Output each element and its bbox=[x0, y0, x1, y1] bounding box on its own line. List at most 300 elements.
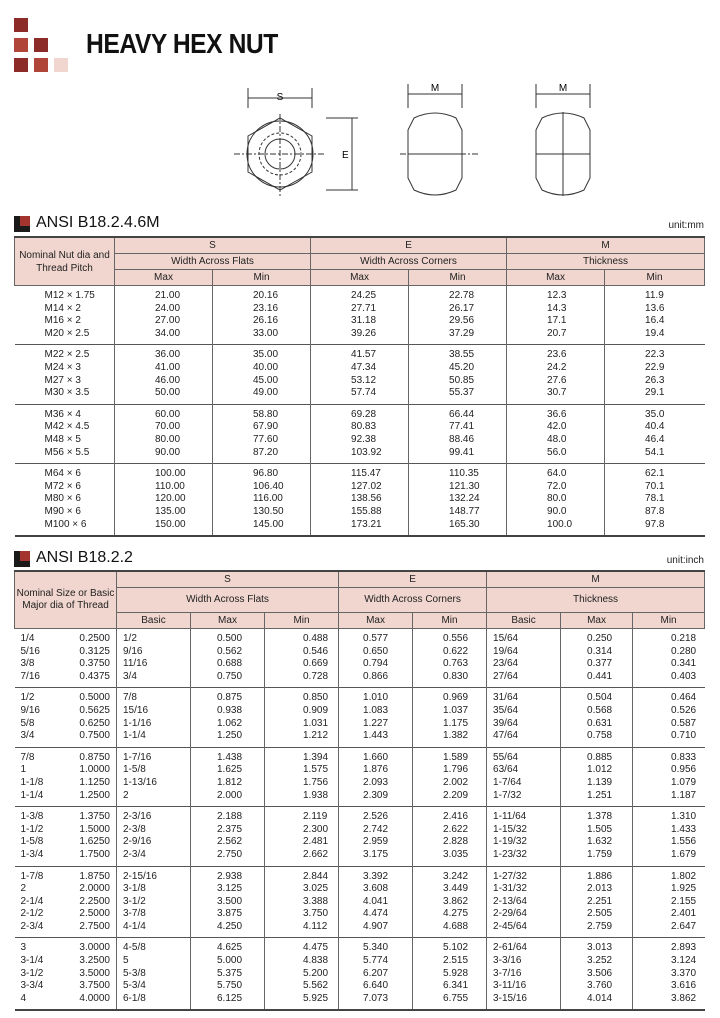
e-min: 55.37 bbox=[409, 387, 507, 404]
s-basic: 2-15/16 bbox=[117, 866, 191, 883]
table-row bbox=[15, 938, 705, 955]
s-max: 27.00 bbox=[115, 315, 213, 328]
e-max: 138.56 bbox=[311, 493, 409, 506]
m-max: 1.251 bbox=[561, 790, 633, 807]
nominal-decimal: 2.5000 bbox=[79, 908, 110, 920]
nominal-size: M30 × 3.5 bbox=[44, 387, 90, 399]
s-basic: 1-5/8 bbox=[117, 764, 191, 777]
m-min: 40.4 bbox=[605, 421, 705, 434]
e-min: 121.30 bbox=[409, 481, 507, 494]
e-min: 66.44 bbox=[409, 404, 507, 421]
s-min: 5.562 bbox=[265, 980, 339, 993]
nominal-size bbox=[15, 730, 117, 747]
nominal-size bbox=[15, 658, 117, 671]
e-min: 2.515 bbox=[413, 955, 487, 968]
e-min: 0.830 bbox=[413, 671, 487, 688]
nominal-decimal: 2.0000 bbox=[79, 883, 110, 895]
table-row bbox=[15, 447, 705, 464]
s-min: 2.662 bbox=[265, 849, 339, 866]
m-min: 78.1 bbox=[605, 493, 705, 506]
nominal-size bbox=[15, 980, 117, 993]
m-min: 0.341 bbox=[633, 658, 705, 671]
e-min: 26.17 bbox=[409, 303, 507, 316]
m-basic: 1-7/64 bbox=[487, 777, 561, 790]
s-max: 5.000 bbox=[191, 955, 265, 968]
e-max: 24.25 bbox=[311, 286, 409, 303]
nominal-fraction: 1/4 bbox=[20, 633, 35, 644]
m-max: 30.7 bbox=[507, 387, 605, 404]
m-max: 24.2 bbox=[507, 362, 605, 375]
m-min: 1.802 bbox=[633, 866, 705, 883]
s-min: 45.00 bbox=[213, 375, 311, 388]
row-group bbox=[15, 747, 705, 806]
e-max: 41.57 bbox=[311, 345, 409, 362]
s-min: 3.750 bbox=[265, 908, 339, 921]
header-max: Max bbox=[339, 613, 413, 629]
header-max: Max bbox=[561, 613, 633, 629]
e-max: 31.18 bbox=[311, 315, 409, 328]
nominal-fraction: 3/4 bbox=[20, 730, 35, 742]
table-row bbox=[15, 688, 705, 705]
s-min: 3.388 bbox=[265, 896, 339, 909]
table-row bbox=[15, 464, 705, 481]
table-row bbox=[15, 777, 705, 790]
e-max: 69.28 bbox=[311, 404, 409, 421]
row-group bbox=[15, 464, 705, 536]
m-basic: 2-29/64 bbox=[487, 908, 561, 921]
m-min: 3.616 bbox=[633, 980, 705, 993]
table-row bbox=[15, 730, 705, 747]
e-min: 1.589 bbox=[413, 747, 487, 764]
e-max: 4.474 bbox=[339, 908, 413, 921]
m-min: 22.3 bbox=[605, 345, 705, 362]
table-row bbox=[15, 908, 705, 921]
s-min: 0.850 bbox=[265, 688, 339, 705]
s-basic: 15/16 bbox=[117, 705, 191, 718]
s-basic: 1-1/16 bbox=[117, 718, 191, 731]
s-min: 0.669 bbox=[265, 658, 339, 671]
s-max: 0.875 bbox=[191, 688, 265, 705]
nominal-size: M14 × 2 bbox=[44, 302, 81, 314]
m-max: 1.632 bbox=[561, 836, 633, 849]
s-max: 135.00 bbox=[115, 506, 213, 519]
label-m: M bbox=[430, 83, 440, 94]
nominal-decimal: 1.5000 bbox=[79, 823, 110, 835]
s-min: 1.938 bbox=[265, 790, 339, 807]
e-max: 1.443 bbox=[339, 730, 413, 747]
m-min: 16.4 bbox=[605, 315, 705, 328]
m-min: 1.925 bbox=[633, 883, 705, 896]
nominal-decimal: 1.8750 bbox=[79, 870, 110, 882]
header-basic: Basic bbox=[487, 613, 561, 629]
nominal-decimal: 2.7500 bbox=[79, 920, 110, 932]
nominal-fraction: 3/8 bbox=[20, 658, 35, 670]
nominal-size bbox=[15, 764, 117, 777]
s-min: 77.60 bbox=[213, 434, 311, 447]
m-basic: 1-7/32 bbox=[487, 790, 561, 807]
nominal-size bbox=[15, 896, 117, 909]
s-max: 70.00 bbox=[115, 421, 213, 434]
table-row bbox=[15, 493, 705, 506]
s-max: 1.250 bbox=[191, 730, 265, 747]
m-max: 3.760 bbox=[561, 980, 633, 993]
e-min: 2.209 bbox=[413, 790, 487, 807]
e-min: 0.763 bbox=[413, 658, 487, 671]
e-max: 7.073 bbox=[339, 993, 413, 1011]
m-max: 20.7 bbox=[507, 328, 605, 345]
s-min: 2.300 bbox=[265, 824, 339, 837]
e-min: 37.29 bbox=[409, 328, 507, 345]
s-max: 50.00 bbox=[115, 387, 213, 404]
m-min: 11.9 bbox=[605, 286, 705, 303]
e-max: 155.88 bbox=[311, 506, 409, 519]
m-basic: 1-11/64 bbox=[487, 807, 561, 824]
m-max: 48.0 bbox=[507, 434, 605, 447]
m-min: 2.647 bbox=[633, 921, 705, 938]
nominal-size: M90 × 6 bbox=[44, 505, 81, 517]
s-basic: 1-7/16 bbox=[117, 747, 191, 764]
m-basic: 27/64 bbox=[487, 671, 561, 688]
m-max: 1.012 bbox=[561, 764, 633, 777]
s-max: 100.00 bbox=[115, 464, 213, 481]
m-min: 1.187 bbox=[633, 790, 705, 807]
m-basic: 2-45/64 bbox=[487, 921, 561, 938]
m-basic: 3-7/16 bbox=[487, 968, 561, 981]
s-min: 1.212 bbox=[265, 730, 339, 747]
header-nominal: Nominal Size or Basic Major dia of Thread bbox=[15, 571, 117, 629]
nominal-fraction: 7/16 bbox=[20, 670, 40, 682]
m-min: 3.124 bbox=[633, 955, 705, 968]
e-max: 1.227 bbox=[339, 718, 413, 731]
m-min: 0.587 bbox=[633, 718, 705, 731]
s-max: 3.125 bbox=[191, 883, 265, 896]
e-max: 0.794 bbox=[339, 658, 413, 671]
nominal-size bbox=[15, 629, 117, 646]
s-min: 23.16 bbox=[213, 303, 311, 316]
row-group bbox=[15, 938, 705, 1010]
m-max: 0.631 bbox=[561, 718, 633, 731]
header-e-sub: Width Across Corners bbox=[311, 254, 507, 270]
s-min: 106.40 bbox=[213, 481, 311, 494]
m-basic: 1-15/32 bbox=[487, 824, 561, 837]
e-min: 6.341 bbox=[413, 980, 487, 993]
m-min: 29.1 bbox=[605, 387, 705, 404]
s-min: 40.00 bbox=[213, 362, 311, 375]
unit-label: unit:inch bbox=[666, 555, 704, 566]
e-min: 1.382 bbox=[413, 730, 487, 747]
table-row bbox=[15, 866, 705, 883]
table-row bbox=[15, 387, 705, 404]
m-max: 23.6 bbox=[507, 345, 605, 362]
e-min: 1.796 bbox=[413, 764, 487, 777]
e-min: 4.688 bbox=[413, 921, 487, 938]
e-min: 99.41 bbox=[409, 447, 507, 464]
e-max: 127.02 bbox=[311, 481, 409, 494]
s-min: 4.838 bbox=[265, 955, 339, 968]
e-min: 1.037 bbox=[413, 705, 487, 718]
m-basic: 1-27/32 bbox=[487, 866, 561, 883]
table-row bbox=[15, 955, 705, 968]
e-max: 39.26 bbox=[311, 328, 409, 345]
m-max: 80.0 bbox=[507, 493, 605, 506]
m-min: 1.556 bbox=[633, 836, 705, 849]
header-max: Max bbox=[311, 270, 409, 286]
nominal-size bbox=[15, 908, 117, 921]
nominal-size: M64 × 6 bbox=[44, 468, 81, 480]
e-max: 173.21 bbox=[311, 519, 409, 537]
nominal-fraction: 1-5/8 bbox=[20, 836, 44, 848]
m-max: 90.0 bbox=[507, 506, 605, 519]
header-max: Max bbox=[507, 270, 605, 286]
m-max: 72.0 bbox=[507, 481, 605, 494]
s-max: 41.00 bbox=[115, 362, 213, 375]
table-row bbox=[15, 519, 705, 537]
e-max: 2.742 bbox=[339, 824, 413, 837]
nominal-decimal: 3.7500 bbox=[79, 980, 110, 992]
e-max: 4.041 bbox=[339, 896, 413, 909]
e-min: 38.55 bbox=[409, 345, 507, 362]
e-min: 2.416 bbox=[413, 807, 487, 824]
page-title: HEAVY HEX NUT bbox=[86, 28, 278, 59]
nominal-fraction: 3 bbox=[20, 942, 27, 954]
nominal-fraction: 5/16 bbox=[20, 645, 40, 657]
e-min: 1.175 bbox=[413, 718, 487, 731]
nominal-size bbox=[15, 671, 117, 688]
m-basic: 15/64 bbox=[487, 629, 561, 646]
nominal-decimal: 0.3750 bbox=[79, 658, 110, 670]
s-max: 5.375 bbox=[191, 968, 265, 981]
s-min: 5.200 bbox=[265, 968, 339, 981]
s-min: 58.80 bbox=[213, 404, 311, 421]
s-min: 0.728 bbox=[265, 671, 339, 688]
s-basic: 2-3/8 bbox=[117, 824, 191, 837]
s-max: 150.00 bbox=[115, 519, 213, 537]
nominal-decimal: 3.0000 bbox=[79, 942, 110, 954]
m-basic: 63/64 bbox=[487, 764, 561, 777]
nominal-decimal: 1.1250 bbox=[79, 776, 110, 788]
e-max: 115.47 bbox=[311, 464, 409, 481]
s-max: 1.438 bbox=[191, 747, 265, 764]
s-min: 4.112 bbox=[265, 921, 339, 938]
m-min: 1.679 bbox=[633, 849, 705, 866]
table-row bbox=[15, 434, 705, 447]
nominal-fraction: 7/8 bbox=[20, 751, 35, 763]
e-min: 77.41 bbox=[409, 421, 507, 434]
s-max: 0.688 bbox=[191, 658, 265, 671]
s-basic: 9/16 bbox=[117, 646, 191, 659]
m-min: 2.401 bbox=[633, 908, 705, 921]
s-max: 46.00 bbox=[115, 375, 213, 388]
header-min: Min bbox=[265, 613, 339, 629]
m-max: 17.1 bbox=[507, 315, 605, 328]
nominal-fraction: 1-1/2 bbox=[20, 823, 44, 835]
m-basic: 39/64 bbox=[487, 718, 561, 731]
s-max: 120.00 bbox=[115, 493, 213, 506]
nominal-fraction: 1-3/4 bbox=[20, 848, 44, 860]
s-basic: 5-3/4 bbox=[117, 980, 191, 993]
nominal-decimal: 4.0000 bbox=[79, 992, 110, 1004]
nominal-size bbox=[15, 688, 117, 705]
m-min: 1.079 bbox=[633, 777, 705, 790]
header-s: S bbox=[117, 571, 339, 588]
e-max: 2.309 bbox=[339, 790, 413, 807]
e-min: 2.002 bbox=[413, 777, 487, 790]
m-max: 0.758 bbox=[561, 730, 633, 747]
nominal-fraction: 3-3/4 bbox=[20, 980, 44, 992]
label-s: S bbox=[276, 92, 284, 103]
s-min: 0.909 bbox=[265, 705, 339, 718]
m-min: 0.464 bbox=[633, 688, 705, 705]
nominal-fraction: 1-1/4 bbox=[20, 789, 44, 801]
m-max: 27.6 bbox=[507, 375, 605, 388]
s-basic: 5-3/8 bbox=[117, 968, 191, 981]
e-max: 53.12 bbox=[311, 375, 409, 388]
m-min: 35.0 bbox=[605, 404, 705, 421]
nominal-size bbox=[15, 836, 117, 849]
e-max: 5.774 bbox=[339, 955, 413, 968]
s-basic: 1-13/16 bbox=[117, 777, 191, 790]
section-title: ANSI B18.2.4.6M bbox=[36, 214, 160, 231]
nominal-size bbox=[15, 777, 117, 790]
s-max: 4.625 bbox=[191, 938, 265, 955]
e-max: 3.175 bbox=[339, 849, 413, 866]
nominal-size bbox=[15, 646, 117, 659]
s-min: 87.20 bbox=[213, 447, 311, 464]
nominal-size: M56 × 5.5 bbox=[44, 446, 90, 458]
nominal-decimal: 1.7500 bbox=[79, 848, 110, 860]
table-row bbox=[15, 506, 705, 519]
row-group bbox=[15, 807, 705, 866]
s-min: 145.00 bbox=[213, 519, 311, 537]
nominal-size: M12 × 1.75 bbox=[44, 290, 95, 301]
company-logo bbox=[14, 18, 74, 74]
nominal-fraction: 5/8 bbox=[20, 717, 35, 729]
table-row bbox=[15, 921, 705, 938]
nominal-size bbox=[15, 866, 117, 883]
nominal-fraction: 1/2 bbox=[20, 692, 35, 704]
m-min: 0.833 bbox=[633, 747, 705, 764]
nominal-fraction: 2-1/4 bbox=[20, 895, 44, 907]
s-min: 0.488 bbox=[265, 629, 339, 646]
header-min: Min bbox=[633, 613, 705, 629]
m-min: 1.310 bbox=[633, 807, 705, 824]
nominal-decimal: 0.4375 bbox=[79, 670, 110, 682]
e-max: 3.608 bbox=[339, 883, 413, 896]
header-s-sub: Width Across Flats bbox=[117, 588, 339, 613]
nominal-size bbox=[15, 747, 117, 764]
m-max: 1.886 bbox=[561, 866, 633, 883]
table-row bbox=[15, 362, 705, 375]
nominal-size bbox=[15, 718, 117, 731]
header-min: Min bbox=[605, 270, 705, 286]
s-basic: 5 bbox=[117, 955, 191, 968]
table-row bbox=[15, 747, 705, 764]
s-basic: 2-9/16 bbox=[117, 836, 191, 849]
s-min: 1.756 bbox=[265, 777, 339, 790]
header-max: Max bbox=[115, 270, 213, 286]
nominal-fraction: 1-3/8 bbox=[20, 811, 44, 823]
e-max: 0.866 bbox=[339, 671, 413, 688]
m-basic: 1-19/32 bbox=[487, 836, 561, 849]
table-row bbox=[15, 629, 705, 646]
nominal-size bbox=[15, 993, 117, 1011]
e-min: 5.928 bbox=[413, 968, 487, 981]
nominal-size bbox=[15, 705, 117, 718]
m-basic: 55/64 bbox=[487, 747, 561, 764]
e-min: 4.275 bbox=[413, 908, 487, 921]
nominal-fraction: 2 bbox=[20, 883, 27, 895]
nominal-size: M100 × 6 bbox=[44, 518, 87, 530]
e-min: 2.622 bbox=[413, 824, 487, 837]
s-basic: 4-1/4 bbox=[117, 921, 191, 938]
table-row bbox=[15, 980, 705, 993]
s-min: 26.16 bbox=[213, 315, 311, 328]
table-row bbox=[15, 646, 705, 659]
m-max: 2.013 bbox=[561, 883, 633, 896]
s-min: 130.50 bbox=[213, 506, 311, 519]
s-max: 1.625 bbox=[191, 764, 265, 777]
s-min: 116.00 bbox=[213, 493, 311, 506]
m-basic: 2-13/64 bbox=[487, 896, 561, 909]
s-basic: 1/2 bbox=[117, 629, 191, 646]
nominal-decimal: 0.3125 bbox=[79, 645, 110, 657]
m-max: 4.014 bbox=[561, 993, 633, 1011]
row-group bbox=[15, 866, 705, 938]
nominal-fraction: 9/16 bbox=[20, 704, 40, 716]
row-group bbox=[15, 286, 705, 345]
m-max: 3.506 bbox=[561, 968, 633, 981]
table-row bbox=[15, 705, 705, 718]
s-max: 3.875 bbox=[191, 908, 265, 921]
metric-dimension-table bbox=[14, 236, 705, 537]
m-min: 26.3 bbox=[605, 375, 705, 388]
e-max: 1.083 bbox=[339, 705, 413, 718]
s-max: 0.562 bbox=[191, 646, 265, 659]
m-min: 54.1 bbox=[605, 447, 705, 464]
section-ansi-metric bbox=[14, 212, 704, 234]
nominal-decimal: 0.5625 bbox=[79, 704, 110, 716]
m-max: 1.139 bbox=[561, 777, 633, 790]
nominal-size: M48 × 5 bbox=[44, 433, 81, 445]
nominal-size: M42 × 4.5 bbox=[44, 421, 90, 433]
m-max: 36.6 bbox=[507, 404, 605, 421]
m-basic: 1-31/32 bbox=[487, 883, 561, 896]
s-basic: 3-1/2 bbox=[117, 896, 191, 909]
m-max: 0.314 bbox=[561, 646, 633, 659]
nominal-size: M20 × 2.5 bbox=[44, 327, 90, 339]
header-min: Min bbox=[213, 270, 311, 286]
s-max: 4.250 bbox=[191, 921, 265, 938]
s-min: 2.481 bbox=[265, 836, 339, 849]
s-basic: 2-3/16 bbox=[117, 807, 191, 824]
nominal-size bbox=[15, 968, 117, 981]
s-max: 0.938 bbox=[191, 705, 265, 718]
nominal-size bbox=[15, 849, 117, 866]
m-max: 1.378 bbox=[561, 807, 633, 824]
m-max: 1.759 bbox=[561, 849, 633, 866]
nominal-size bbox=[15, 883, 117, 896]
e-min: 88.46 bbox=[409, 434, 507, 447]
s-min: 2.844 bbox=[265, 866, 339, 883]
m-min: 19.4 bbox=[605, 328, 705, 345]
nominal-size bbox=[15, 955, 117, 968]
s-min: 33.00 bbox=[213, 328, 311, 345]
table-row bbox=[15, 286, 705, 303]
e-max: 4.907 bbox=[339, 921, 413, 938]
m-min: 97.8 bbox=[605, 519, 705, 537]
m-max: 0.250 bbox=[561, 629, 633, 646]
e-min: 5.102 bbox=[413, 938, 487, 955]
